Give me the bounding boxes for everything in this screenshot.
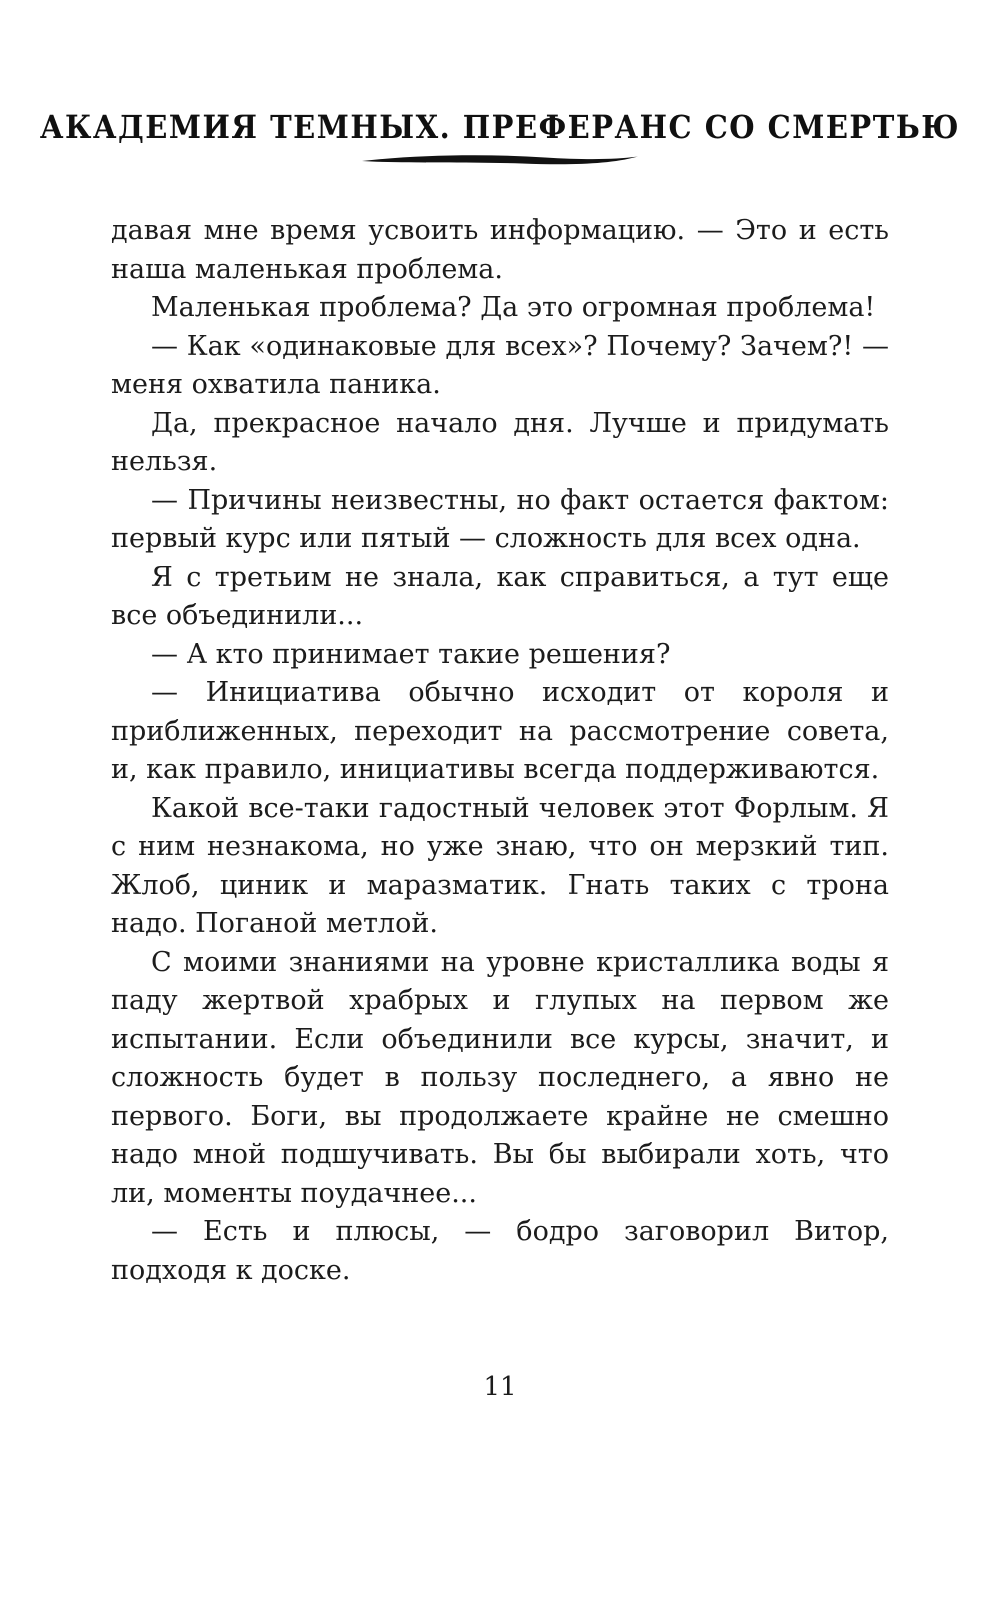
paragraph: Маленькая проблема? Да это огромная проблема! (151, 292, 876, 323)
paragraph: — Есть и плюсы, — бодро заговорил Витор, подходя к доске. (111, 1216, 889, 1286)
paragraph: Какой все-таки гадостный человек этот Форлым. Я с ним незнакома, но уже знаю, что он мерзкий тип. Жлоб, циник и маразматик. Гнать таких с трона надо. Поганой метлой. (111, 792, 889, 939)
paragraph: Я с третьим не знала, как справиться, а тут еще все объединили... (111, 561, 889, 631)
paragraph: — Как «одинаковые для всех»? Почему? Зачем?! — меня охватила паника. (111, 330, 889, 400)
paragraph: — Причины неизвестны, но факт остается фактом: первый курс или пятый — сложность для всех одна. (111, 484, 889, 554)
paragraph: Да, прекрасное начало дня. Лучше и придумать нельзя. (111, 407, 889, 477)
paragraph: давая мне время усвоить информацию. — Это и есть наша маленькая проблема. (111, 215, 889, 285)
paragraph: С моими знаниями на уровне кристаллика воды я паду жертвой храбрых и глупых на первом же испытании. Если объединили все курсы, значит, и сложность будет в пользу последнего, а явно не первого. Боги, вы продолжаете крайне не смешно надо мной подшучивать. Вы бы выбирали хоть, что ли, моменты поудачнее... (111, 946, 889, 1209)
page-header (0, 0, 1000, 168)
divider-flourish-icon (0, 152, 1000, 168)
page-footer (0, 1372, 1000, 1402)
running-title: АКАДЕМИЯ ТЕМНЫХ. ПРЕФЕРАНС СО СМЕРТЬЮ (39, 108, 961, 146)
page-number: 11 (483, 1372, 517, 1402)
body-text (111, 212, 889, 1290)
paragraph: — А кто принимает такие решения? (151, 638, 671, 670)
paragraph: — Инициатива обычно исходит от короля и приближенных, переходит на рассмотрение совета, и, как правило, инициативы всегда поддерживаются. (111, 677, 889, 785)
